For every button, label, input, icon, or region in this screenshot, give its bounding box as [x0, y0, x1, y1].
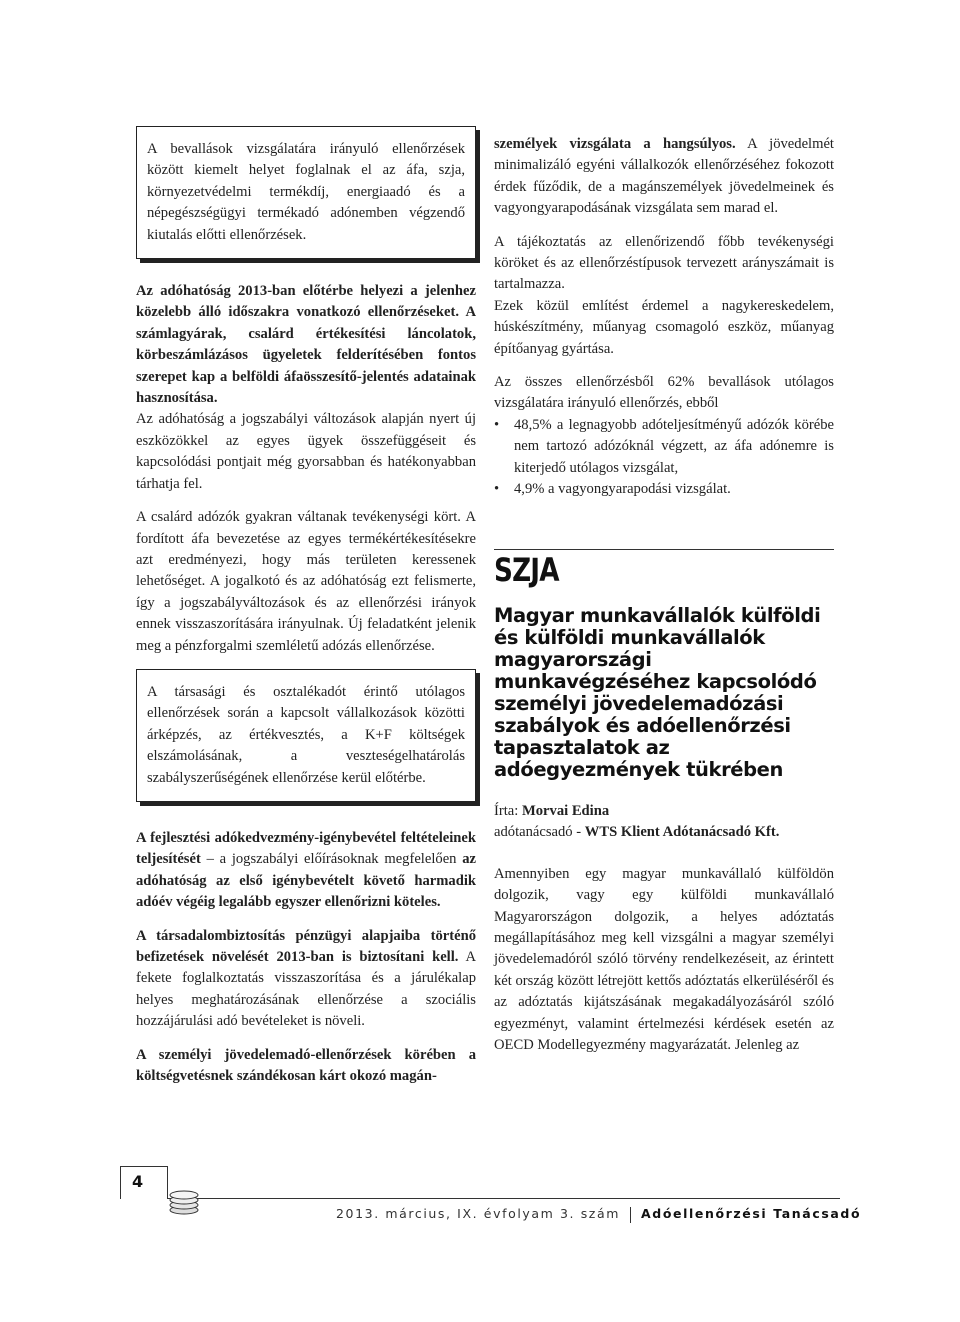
page-tab-shape [120, 1166, 168, 1199]
highlight-box-1 [136, 126, 476, 259]
list-item: • 4,9% a vagyongyarapodási vizsgálat. [494, 479, 834, 500]
bold-text: az adóhatóság az első igénybevételt követő harmadik adóév végéig legalább egyszer ellenőrizni köteles. [136, 851, 476, 911]
author-label: Írta: [494, 802, 522, 819]
author-block [494, 801, 834, 844]
section-title: SZJA [494, 550, 559, 589]
paragraph-text: A jövedelmét minimalizáló egyéni vállalkozók ellenőrzéséhez fokozott érdek fűződik, de a magánszemélyek jövedelmeinek és vagyongyarapodásának vizsgálata sem marad el. [494, 136, 834, 217]
paragraph-tajekoztatas: A tájékoztatás az ellenőrizendő főbb tevékenységi köröket és az ellenőrzéstípusok tervezett arányszámait is tartalmazza. [494, 233, 834, 293]
page-number-tab [120, 1166, 172, 1226]
paragraph-fejlesztesi [136, 828, 476, 914]
author-name: Morvai Edina [521, 802, 610, 819]
paragraph-szemelyi [136, 1045, 476, 1088]
box2-text: A társasági és osztalékadót érintő utólagos ellenőrzések során a kapcsolt vállalkozások közötti árképzés, az értékvesztés, a K+F költségek elszámolásának, a veszteségelhatárolás szabályszerűségének ellenőrzése kerül előtérbe. [147, 683, 465, 786]
bullet-list [494, 415, 834, 501]
paragraph-maganszemelyek [494, 134, 834, 220]
bold-text: A fejlesztési adókedvezmény-igénybevétel feltételeinek teljesítését [136, 829, 476, 868]
company-name: WTS Klient Adótanácsadó Kft. [584, 824, 780, 841]
bold-text: személyek vizsgálata a hangsúlyos. [494, 136, 736, 152]
page-number: 4 [132, 1172, 144, 1191]
paragraph-amennyiben: Amennyiben egy magyar munkavállaló külföldön dolgozik, vagy egy külföldi munkavállaló Magyarországon dolgozik, a helyes adóztatás megállapításához meg kell vizsgálni a magyar személyi jövedelemadóról szóló törvény rendelkezéseit, az érintett két ország között létrejött kettős adóztatás elkerüléséről és az adóztatás kijátszásának megakadályozásáról szóló egyezményt, valamint értelmezési kérdések esetén az OECD Modellegyezmény magyarázatát. Jelenleg az [494, 865, 834, 1053]
right-column [494, 134, 834, 1068]
paragraph-tarsadalombiztositas [136, 926, 476, 1033]
article-headline: Magyar munkavállalók külföldi és külföldi munkavállalók magyarországi munkavégzéséhez kapcsolódó személyi jövedelemadózási szabályok és adóellenőrzési tapasztalatok az adóegyezmények tükrében [494, 603, 821, 781]
bold-text: A társadalombiztosítás pénzügyi alapjaiba történő befizetések növelését 2013-ban is biztosítani kell. [136, 927, 476, 965]
paragraph-adohatosag [136, 281, 476, 495]
bold-text: Az adóhatóság 2013-ban előtérbe helyezi a jelenhez közelebb álló időszakra vonatkozó ellenőrzéseket. A számlagyárak, csalárd értékesítési láncolatok, körbeszámlázásos ügyeletek felderítésében fontos szerepet kap a belföldi áfaösszesítő-jelentés adatainak hasznosítása. [136, 283, 476, 407]
left-column [136, 134, 476, 1099]
paragraph-nagykereskedelem: Ezek közül említést érdemel a nagykereskedelem, húskészítmény, műanyag csomagoló eszköz, műanyag építőanyag gyártása. [494, 297, 834, 357]
paragraph-csalard: A csalárd adózók gyakran váltanak tevékenységi kört. A fordított áfa bevezetése az egyes termékértékesítésekre azt eredményezi, hogy más területen keressenek lehetőséget. A jogalkotó és az adóhatóság ezt felismerte, így a jogszabályváltozások és az ellenőrzési irányok ennek visszaszorítására irányulnak. Új feladatként jelenik meg a pénzforgalmi szemléletű adózás ellenőrzése. [136, 509, 476, 654]
role-label: adótanácsadó - [494, 824, 585, 841]
paragraph-text: Az adóhatóság a jogszabályi változások alapján nyert új eszközökkel az egyes ügyek összefüggéseit és kapcsolódási pontjait még gyorsabban és hatékonyabban tárhatja fel. [136, 411, 476, 492]
coin-stack-icon [164, 1180, 204, 1216]
footer-text [336, 1206, 861, 1223]
publication-name: Adóellenőrzési Tanácsadó [641, 1206, 862, 1221]
paragraph-text: A fekete foglalkoztatás visszaszorítása és a járulékalap helyes meghatározásának ellenőrzése a szociális hozzájárulási adó bevételeket is növeli. [136, 949, 476, 1030]
section-divider [494, 549, 834, 550]
list-item: • 48,5% a legnagyobb adóteljesítményű adózók körébe nem tartozó adózóknál végzett, az áfa adónemre is kiterjedő utólagos vizsgálat, [494, 415, 834, 479]
box1-text: A bevallások vizsgálatára irányuló ellenőrzések között kiemelt helyet foglalnak el az áfa, szja, környezetvédelmi termékdíj, energiaadó és a népegészségügyi termékadó adónemben végzendő kiutalás előtti ellenőrzések. [147, 141, 465, 243]
bold-text: A személyi jövedelemadó-ellenőrzések körében a költségvetésnek szándékosan kárt okozó magán- [136, 1046, 476, 1085]
footer-separator [630, 1207, 631, 1223]
paragraph-ellenorzesek: Az összes ellenőrzésből 62% bevallások utólagos vizsgálatára irányuló ellenőrzés, ebből [494, 374, 834, 412]
issue-info: 2013. március, IX. évfolyam 3. szám [336, 1206, 621, 1221]
footer-rule [120, 1198, 840, 1199]
highlight-box-2 [136, 669, 476, 802]
paragraph-text: – a jogszabályi előírásoknak megfelelően [200, 851, 463, 868]
